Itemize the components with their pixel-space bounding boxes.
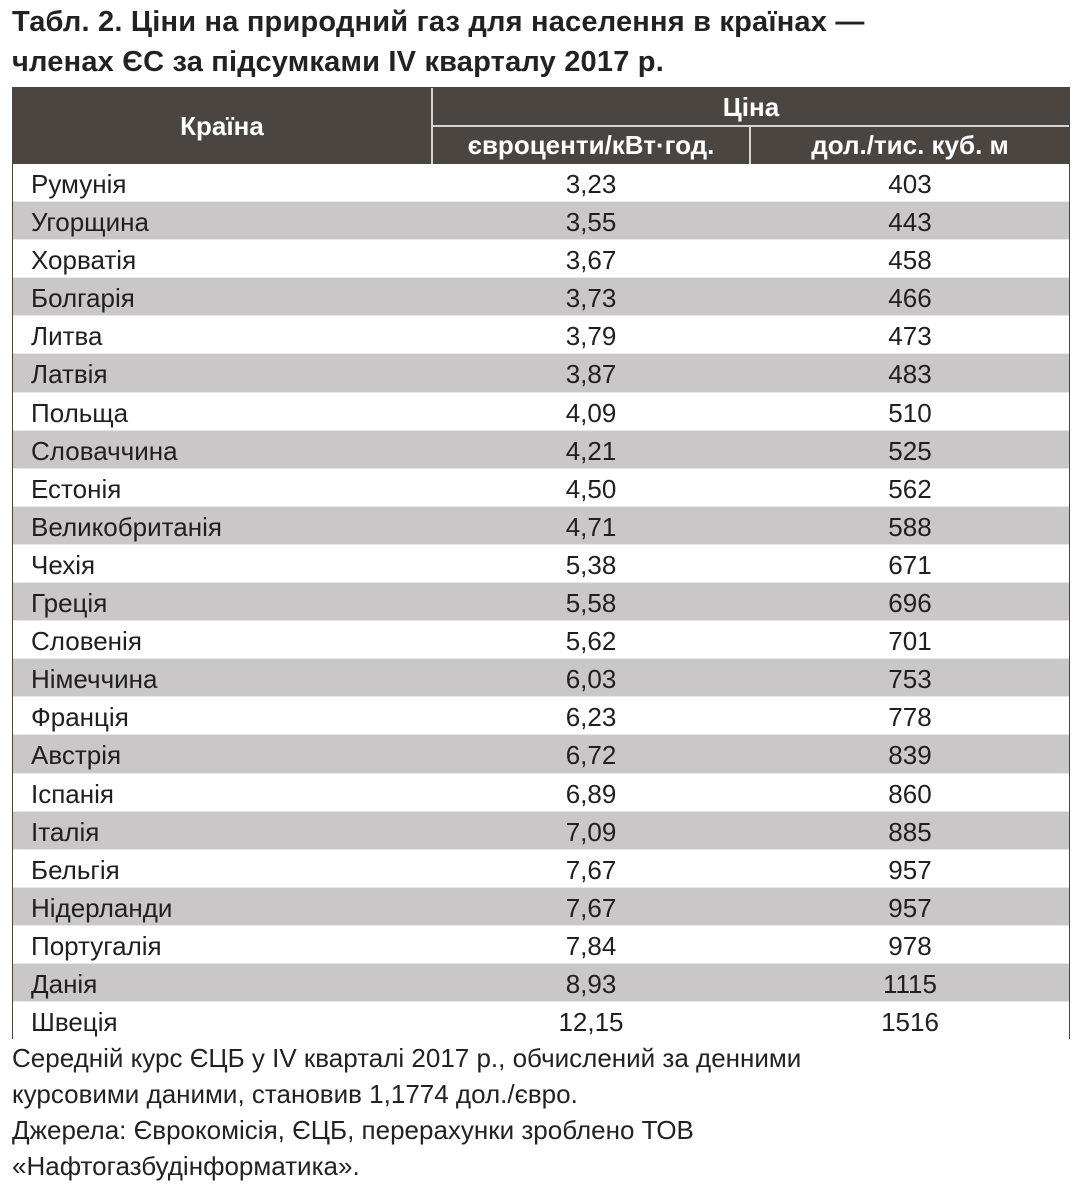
usd-cell: 839 — [888, 740, 932, 771]
table-row — [13, 735, 1069, 773]
eurocents-cell: 6,03 — [565, 664, 617, 695]
usd-cell: 860 — [888, 778, 932, 809]
country-cell: Греція — [31, 588, 108, 619]
usd-cell: 443 — [888, 207, 932, 238]
country-cell: Данія — [31, 968, 98, 999]
table-row — [13, 431, 1069, 469]
eurocents-cell: 3,23 — [565, 169, 617, 199]
usd-cell: 403 — [888, 169, 932, 199]
table-row — [13, 697, 1069, 735]
table-row — [13, 812, 1069, 850]
country-cell: Угорщина — [31, 207, 149, 238]
country-cell: Румунія — [31, 169, 127, 199]
eurocents-cell: 5,62 — [565, 626, 617, 657]
table-row — [13, 926, 1069, 964]
table-row — [13, 202, 1069, 240]
country-cell: Латвія — [31, 359, 108, 390]
usd-cell: 978 — [888, 930, 932, 961]
table-row — [13, 393, 1069, 431]
eurocents-cell: 12,15 — [558, 1007, 624, 1038]
country-cell: Естонія — [31, 473, 122, 504]
country-cell: Польща — [31, 397, 129, 428]
usd-cell: 753 — [888, 664, 932, 695]
usd-cell: 510 — [888, 397, 932, 428]
country-cell: Німеччина — [31, 664, 158, 695]
table-title — [12, 2, 1062, 82]
country-cell: Великобританія — [31, 511, 222, 542]
eurocents-cell: 6,23 — [565, 702, 617, 733]
table-row — [13, 774, 1069, 812]
usd-cell: 562 — [888, 473, 932, 504]
table-row — [13, 888, 1069, 926]
note-line: Джерела: Єврокомісія, ЄЦБ, перерахунки зроблено ТОВ — [12, 1115, 694, 1145]
eurocents-cell: 3,79 — [565, 321, 617, 352]
eurocents-cell: 7,67 — [565, 892, 617, 923]
country-cell: Хорватія — [31, 245, 137, 276]
country-cell: Словаччина — [31, 435, 178, 466]
usd-cell: 885 — [888, 816, 932, 847]
usd-cell: 1115 — [883, 968, 937, 999]
table-row — [13, 164, 1069, 202]
eurocents-cell: 3,55 — [565, 207, 617, 238]
table-row — [13, 621, 1069, 659]
eurocents-cell: 5,58 — [565, 588, 617, 619]
header-price: Ціна — [722, 91, 780, 122]
country-cell: Італія — [31, 816, 100, 847]
header-unit-usd: дол./тис. куб. м — [811, 130, 1009, 160]
eurocents-cell: 7,84 — [565, 930, 617, 961]
table-title-line-1: Табл. 2. Ціни на природний газ для населення в країнах — — [12, 6, 865, 38]
header-unit-eurocents: євроценти/кВт·год. — [467, 130, 715, 160]
table-row — [13, 354, 1069, 392]
table-row — [13, 507, 1069, 545]
eurocents-cell: 6,72 — [565, 740, 617, 771]
eurocents-cell: 7,09 — [565, 816, 617, 847]
eurocents-cell: 4,71 — [565, 511, 617, 542]
country-cell: Болгарія — [31, 283, 135, 314]
country-cell: Нідерланди — [31, 892, 173, 923]
table-header — [13, 88, 1069, 164]
eurocents-cell: 6,89 — [565, 778, 617, 809]
usd-cell: 483 — [888, 359, 932, 390]
eurocents-cell: 4,50 — [565, 473, 617, 504]
country-cell: Португалія — [31, 930, 162, 961]
table-row — [13, 1002, 1069, 1040]
eurocents-cell: 3,73 — [565, 283, 617, 314]
country-cell: Іспанія — [31, 778, 114, 809]
eurocents-cell: 8,93 — [565, 968, 617, 999]
usd-cell: 696 — [888, 588, 932, 619]
table-notes — [12, 1040, 1062, 1184]
usd-cell: 778 — [888, 702, 932, 733]
country-cell: Литва — [31, 321, 103, 352]
usd-cell: 458 — [888, 245, 932, 276]
eurocents-cell: 5,38 — [565, 549, 617, 580]
usd-cell: 957 — [888, 854, 932, 885]
usd-cell: 701 — [888, 626, 932, 657]
table-row — [13, 240, 1069, 278]
table-body — [13, 164, 1069, 1040]
eurocents-cell: 4,21 — [565, 435, 617, 466]
table-row — [13, 964, 1069, 1002]
country-cell: Словенія — [31, 626, 142, 657]
country-cell: Австрія — [31, 740, 122, 771]
note-line: курсовими даними, становив 1,1774 дол./євро. — [12, 1079, 578, 1109]
table-row — [13, 850, 1069, 888]
table-title-line-2: членах ЄС за підсумками IV кварталу 2017 р. — [12, 46, 664, 78]
eurocents-cell: 7,67 — [565, 854, 617, 885]
country-cell: Чехія — [31, 549, 96, 580]
eurocents-cell: 3,67 — [565, 245, 617, 276]
table-row — [13, 316, 1069, 354]
country-cell: Бельгія — [31, 854, 120, 885]
usd-cell: 671 — [888, 549, 932, 580]
table-row — [13, 278, 1069, 316]
table-row — [13, 469, 1069, 507]
country-cell: Франція — [31, 702, 129, 733]
header-country: Країна — [180, 110, 264, 141]
usd-cell: 473 — [888, 321, 932, 352]
table-row — [13, 659, 1069, 697]
usd-cell: 525 — [888, 435, 932, 466]
eurocents-cell: 4,09 — [565, 397, 617, 428]
usd-cell: 466 — [888, 283, 932, 314]
gas-prices-table — [12, 87, 1070, 1039]
usd-cell: 1516 — [881, 1007, 939, 1038]
usd-cell: 957 — [888, 892, 932, 923]
table-row — [13, 583, 1069, 621]
usd-cell: 588 — [888, 511, 932, 542]
country-cell: Швеція — [31, 1007, 118, 1038]
note-line: Середній курс ЄЦБ у IV кварталі 2017 р., обчислений за денними — [12, 1043, 802, 1073]
table-row — [13, 545, 1069, 583]
eurocents-cell: 3,87 — [565, 359, 617, 390]
note-line: «Нафтогазбудінформатика». — [12, 1151, 360, 1181]
